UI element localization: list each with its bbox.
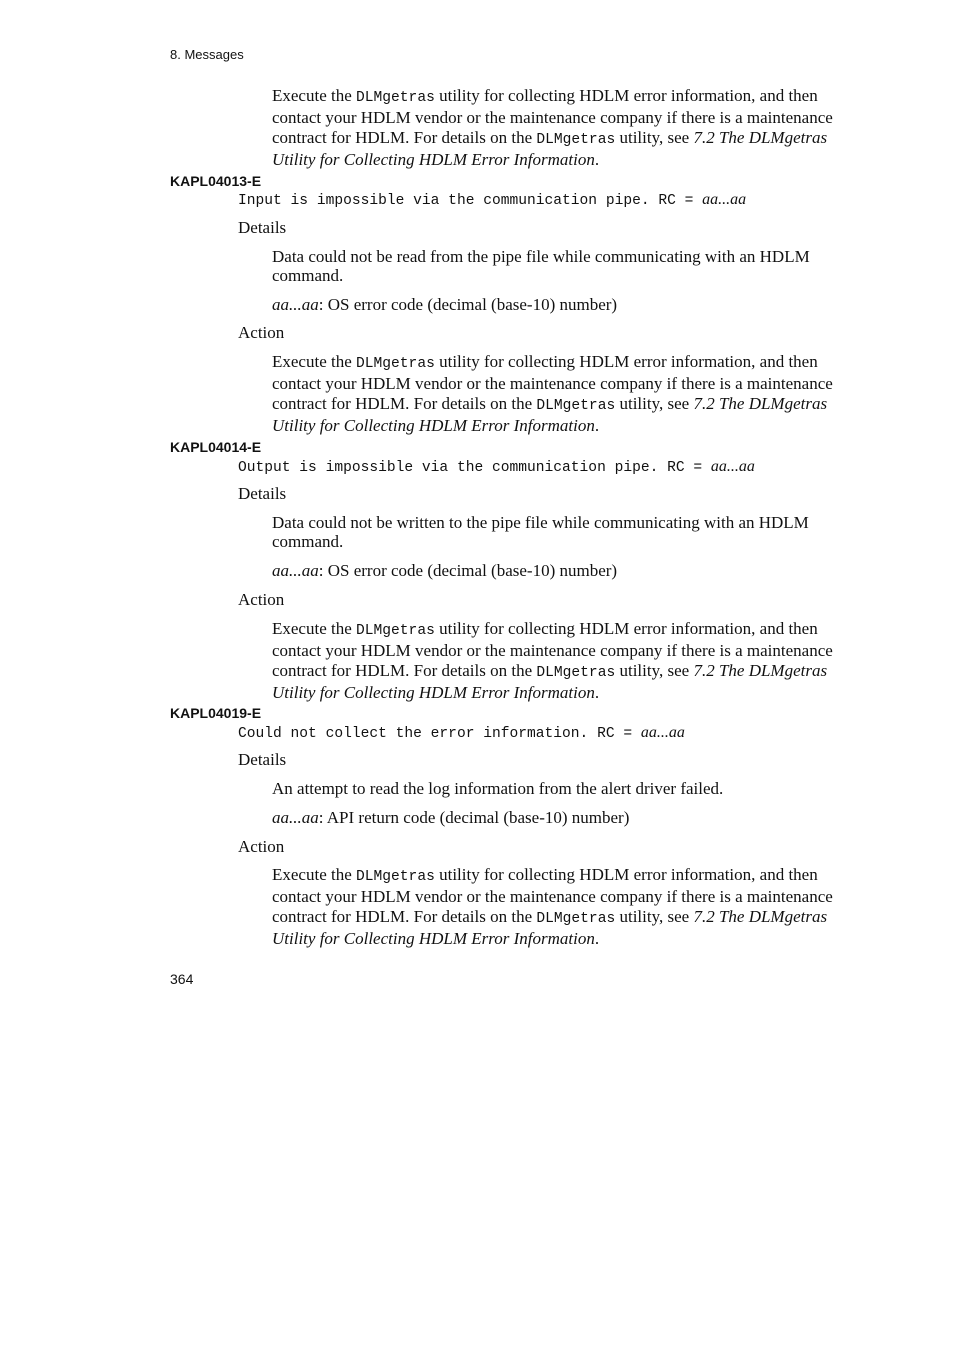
message-id: KAPL04013-E xyxy=(170,173,262,189)
action-paragraph: Execute the DLMgetras utility for collecting HDLM error information, and then contact your HDLM vendor or the maintenance company if there is a maintenance contract for HDLM. For details on the DLMgetras utility, see 7.2 The DLMgetras Utility for Collecting HDLM Error Information. xyxy=(272,865,833,948)
variable-description: aa...aa: OS error code (decimal (base-10) number) xyxy=(272,295,618,314)
action-label: Action xyxy=(238,323,285,342)
action-label: Action xyxy=(238,590,285,609)
details-paragraph: An attempt to read the log information from the alert driver failed. xyxy=(272,779,724,798)
details-paragraph: Data could not be written to the pipe file while communicating with an HDLM command. xyxy=(272,513,809,552)
message-id: KAPL04014-E xyxy=(170,439,262,455)
action-paragraph: Execute the DLMgetras utility for collecting HDLM error information, and then contact your HDLM vendor or the maintenance company if there is a maintenance contract for HDLM. For details on the DLMgetras utility, see 7.2 The DLMgetras Utility for Collecting HDLM Error Information. xyxy=(272,619,833,702)
variable-description: aa...aa: API return code (decimal (base-10) number) xyxy=(272,808,630,827)
cross-reference: 7.2 The DLMgetras Utility for Collecting HDLM Error Information xyxy=(272,127,828,169)
cross-reference: 7.2 The DLMgetras Utility for Collecting HDLM Error Information xyxy=(272,393,828,435)
message-id: KAPL04019-E xyxy=(170,705,262,721)
details-label: Details xyxy=(238,484,287,503)
details-label: Details xyxy=(238,218,287,237)
utility-name: DLMgetras xyxy=(536,910,616,927)
cross-reference: 7.2 The DLMgetras Utility for Collecting HDLM Error Information xyxy=(272,906,828,948)
details-label: Details xyxy=(238,750,287,769)
utility-name: DLMgetras xyxy=(536,131,616,148)
page-number: 364 xyxy=(170,971,194,987)
utility-name: DLMgetras xyxy=(536,664,616,681)
message-text: Input is impossible via the communication pipe. RC = aa...aa xyxy=(238,191,747,209)
utility-name: DLMgetras xyxy=(536,397,616,414)
details-paragraph: Data could not be read from the pipe file while communicating with an HDLM command. xyxy=(272,247,810,286)
cross-reference: 7.2 The DLMgetras Utility for Collecting HDLM Error Information xyxy=(272,660,828,702)
variable-description: aa...aa: OS error code (decimal (base-10) number) xyxy=(272,561,618,580)
action-label: Action xyxy=(238,837,285,856)
running-header: 8. Messages xyxy=(170,47,244,62)
action-paragraph: Execute the DLMgetras utility for collecting HDLM error information, and then contact your HDLM vendor or the maintenance company if there is a maintenance contract for HDLM. For details on the DLMgetras utility, see 7.2 The DLMgetras Utility for Collecting HDLM Error Information. xyxy=(272,352,833,435)
message-text: Could not collect the error information. RC = aa...aa xyxy=(238,724,685,742)
message-text: Output is impossible via the communication pipe. RC = aa...aa xyxy=(238,458,755,476)
utility-name: DLMgetras xyxy=(356,623,435,639)
utility-name: DLMgetras xyxy=(356,869,435,885)
utility-name: DLMgetras xyxy=(356,90,435,106)
action-paragraph-top: Execute the DLMgetras utility for collecting HDLM error information, and then contact your HDLM vendor or the maintenance company if there is a maintenance contract for HDLM. For details on the DLMgetras utility, see 7.2 The DLMgetras Utility for Collecting HDLM Error Information. xyxy=(272,86,833,169)
utility-name: DLMgetras xyxy=(356,356,435,372)
